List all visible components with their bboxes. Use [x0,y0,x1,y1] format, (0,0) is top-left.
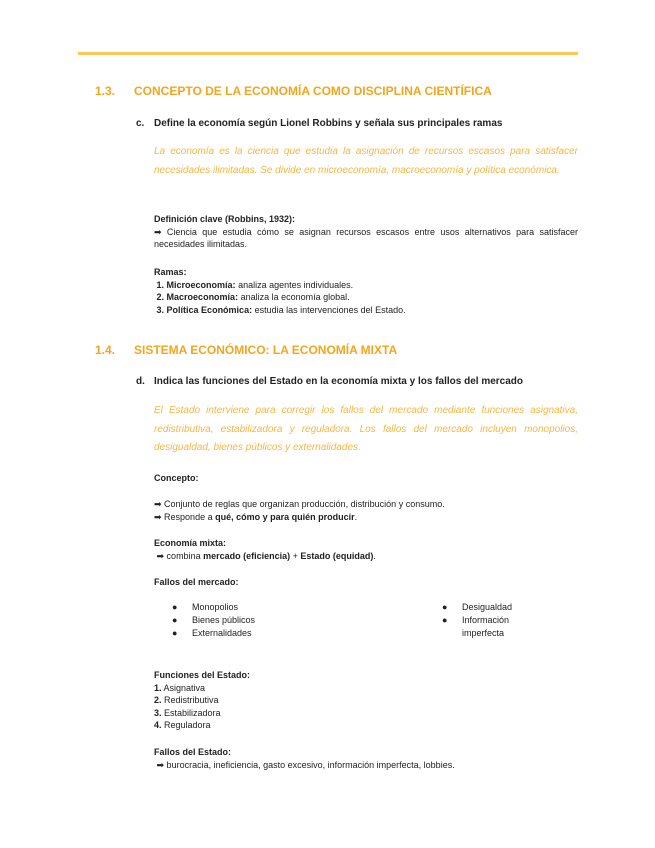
fallos-estado-text: ➡ burocracia, ineficiencia, gasto excesivo, información imperfecta, lobbies. [156,759,455,770]
section-heading-1-3 [95,84,492,98]
section-heading-1-4 [95,343,397,357]
answer-c: La economía es la ciencia que estudia la asignación de recursos escasos para satisfacer necesidades ilimitadas. Se divide en microeconomía, macroeconomía y política económica. [154,146,578,176]
mixta-heading: Economía mixta: [154,538,227,548]
question-c [136,118,502,129]
ramas-block [154,266,578,316]
list-item: ● Bienes públicos [172,615,256,625]
question-d [136,376,523,387]
fallos-list-right [442,601,512,640]
mixta-text: ➡ combina mercado (eficiencia) + Estado (equidad). [156,550,376,561]
ramas-heading: Ramas: [154,267,187,277]
question-text: Indica las funciones del Estado en la economía mixta y los fallos del mercado [154,376,524,387]
concepto-heading: Concepto: [154,473,199,483]
list-item: ● Monopolios [172,602,239,612]
concepto-line: ➡ Conjunto de reglas que organizan producción, distribución y consumo. [154,499,445,509]
list-item: ● Desigualdad [442,602,513,612]
funcion-item: 2. Redistributiva [154,695,219,705]
funciones-block [154,669,578,732]
fallos-estado-block [154,746,578,771]
rama-item: 1. Microeconomía: analiza agentes individuales. [156,279,354,290]
question-letter: c. [136,118,145,129]
answer-d: El Estado interviene para corregir los fallos del mercado mediante funciones asignativa, redistributiva, estabilizadora y reguladora. Los fallos del mercado incluyen monopolios, desigualdad, bienes públicos y externalidades. [154,405,578,453]
mixta-block [154,537,578,562]
list-item: ● Información [442,615,510,625]
rama-item: 2. Macroeconomía: analiza la economía global. [156,292,350,302]
funcion-item: 3. Estabilizadora [154,707,221,718]
concepto-line: ➡ Responde a qué, cómo y para quién producir. [154,511,358,522]
fallos-heading: Fallos del mercado: [154,577,239,587]
fallos-estado-heading: Fallos del Estado: [154,747,232,757]
rama-item: 3. Política Económica: estudia las intervenciones del Estado. [156,304,406,315]
section-number: 1.3. [95,84,116,98]
section-number: 1.4. [95,343,116,357]
fallos-list-left [172,601,255,640]
list-item: ● Externalidades [172,628,252,638]
header-rule [78,52,578,55]
section-title: CONCEPTO DE LA ECONOMÍA COMO DISCIPLINA CIENTÍFICA [134,84,492,98]
question-letter: d. [136,376,145,387]
funcion-item: 4. Reguladora [154,720,211,730]
question-text: Define la economía según Lionel Robbins y señala sus principales ramas [154,118,503,129]
funcion-item: 1. Asignativa [154,682,206,693]
list-item: imperfecta [462,628,505,638]
funciones-heading: Funciones del Estado: [154,670,251,680]
definition-text: ➡ Ciencia que estudia cómo se asignan recursos escasos entre usos alternativos para satisfacer necesidades ilimitadas. [154,226,578,249]
concepto-block [154,498,578,523]
definition-heading: Definición clave (Robbins, 1932): [154,214,296,224]
section-title: SISTEMA ECONÓMICO: LA ECONOMÍA MIXTA [134,343,398,357]
definition-block [154,213,578,251]
